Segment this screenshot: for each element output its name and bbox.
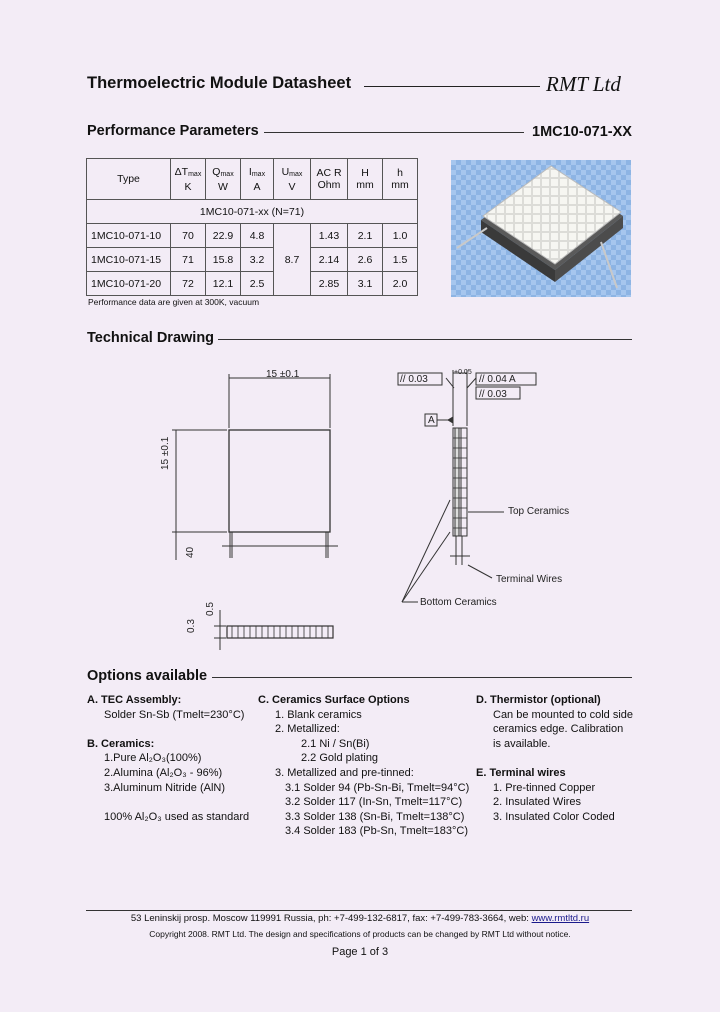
website-link[interactable]: www.rmtltd.ru: [531, 913, 590, 924]
options-col-surface: C. Ceramics Surface Options 1. Blank ceramics 2. Metallized: 2.1 Ni / Sn(Bi) 2.2 Gold plating 3. Metallized and pre-tinned: 3.1 Solder 94 (Pb-Sn-Bi, Tmelt=94°C) 3.2 Solder 117 (In-Sn, Tmelt=117°C) 3.3 Solder 138 (Sn-Bi, Tmelt=138°C) 3.4 Solder 183 (Pb-Sn, Tmelt=183°C): [258, 694, 470, 838]
col-h: h mm: [383, 159, 418, 200]
col-imax: Imax A: [241, 159, 274, 200]
tolerance-flatness: // 0.03: [400, 374, 428, 385]
dim-wire: 40: [185, 546, 196, 558]
header-rule: [364, 86, 540, 87]
footer-address: 53 Leninskij prosp. Moscow 119991 Russia, ph: +7-499-132-6817, fax: +7-499-783-3664, web: www.rmtltd.ru: [130, 913, 590, 924]
dim-a: 0.3: [186, 619, 197, 633]
model-code: 1MC10-071-XX: [532, 124, 632, 140]
document-title: Thermoelectric Module Datasheet: [87, 74, 352, 92]
options-rule: [212, 677, 632, 678]
col-H: H mm: [348, 159, 383, 200]
options-col-thermistor-wires: D. Thermistor (optional) Can be mounted to cold side ceramics edge. Calibration is available. E. Terminal wires 1. Pre-tinned Copper 2. Insulated Wires 3. Insulated Color Coded: [476, 694, 634, 823]
datum-label: A: [428, 415, 435, 426]
page-number: Page 1 of 3: [331, 946, 389, 958]
table-header-row: [87, 159, 418, 200]
label-terminal-wires: Terminal Wires: [496, 574, 563, 585]
module-front-view: [229, 430, 330, 532]
performance-table: [86, 158, 418, 296]
table-row: 1MC10-071-20 72 12.1 2.5 2.85 3.1 2.0: [87, 272, 418, 296]
label-top-ceramics: Top Ceramics: [508, 506, 570, 517]
options-section-title: Options available: [87, 668, 208, 684]
performance-note: Performance data are given at 300K, vacuum: [88, 297, 260, 307]
footer-rule: [86, 910, 632, 911]
table-row: 1MC10-071-15 71 15.8 3.2 2.14 2.6 1.5: [87, 248, 418, 272]
label-bottom-ceramics: Bottom Ceramics: [420, 597, 497, 608]
group-label: 1MC10-071-xx (N=71): [87, 200, 418, 224]
col-type: Type: [87, 159, 171, 200]
col-dtmax: ΔTmax K: [171, 159, 206, 200]
table-row: 1MC10-071-10 70 22.9 4.8 8.7 1.43 2.1 1.0: [87, 224, 418, 248]
performance-section-title: Performance Parameters: [87, 123, 259, 139]
dim-height: 15 ±0.1: [160, 436, 171, 470]
tolerance-parallel: // 0.04 A: [479, 374, 516, 385]
dim-b: 0.5: [205, 602, 216, 616]
umax-shared: 8.7: [274, 224, 311, 296]
col-umax: Umax V: [274, 159, 311, 200]
col-acr: AC R Ohm: [311, 159, 348, 200]
module-photo: [451, 160, 631, 297]
footer-copyright: Copyright 2008. RMT Ltd. The design and specifications of products can be changed by RMT Ltd without notice.: [149, 929, 571, 939]
options-col-assembly-ceramics: A. TEC Assembly: Solder Sn-Sb (Tmelt=230°C) B. Ceramics: 1.Pure Al₂O₃(100%) 2.Alumina (Al₂O₃ - 96%) 3.Aluminum Nitride (AlN) 100% Al₂O₃ used as standard: [87, 694, 250, 823]
col-qmax: Qmax W: [206, 159, 241, 200]
performance-rule: [264, 132, 524, 133]
drawing-rule: [218, 339, 632, 340]
drawing-section-title: Technical Drawing: [87, 330, 215, 346]
tolerance-parallel-2: // 0.03: [479, 389, 507, 400]
tolerance-height: +0.05: [454, 369, 472, 376]
dim-width: 15 ±0.1: [266, 369, 300, 380]
brand-logo: RMT Ltd: [546, 72, 621, 96]
